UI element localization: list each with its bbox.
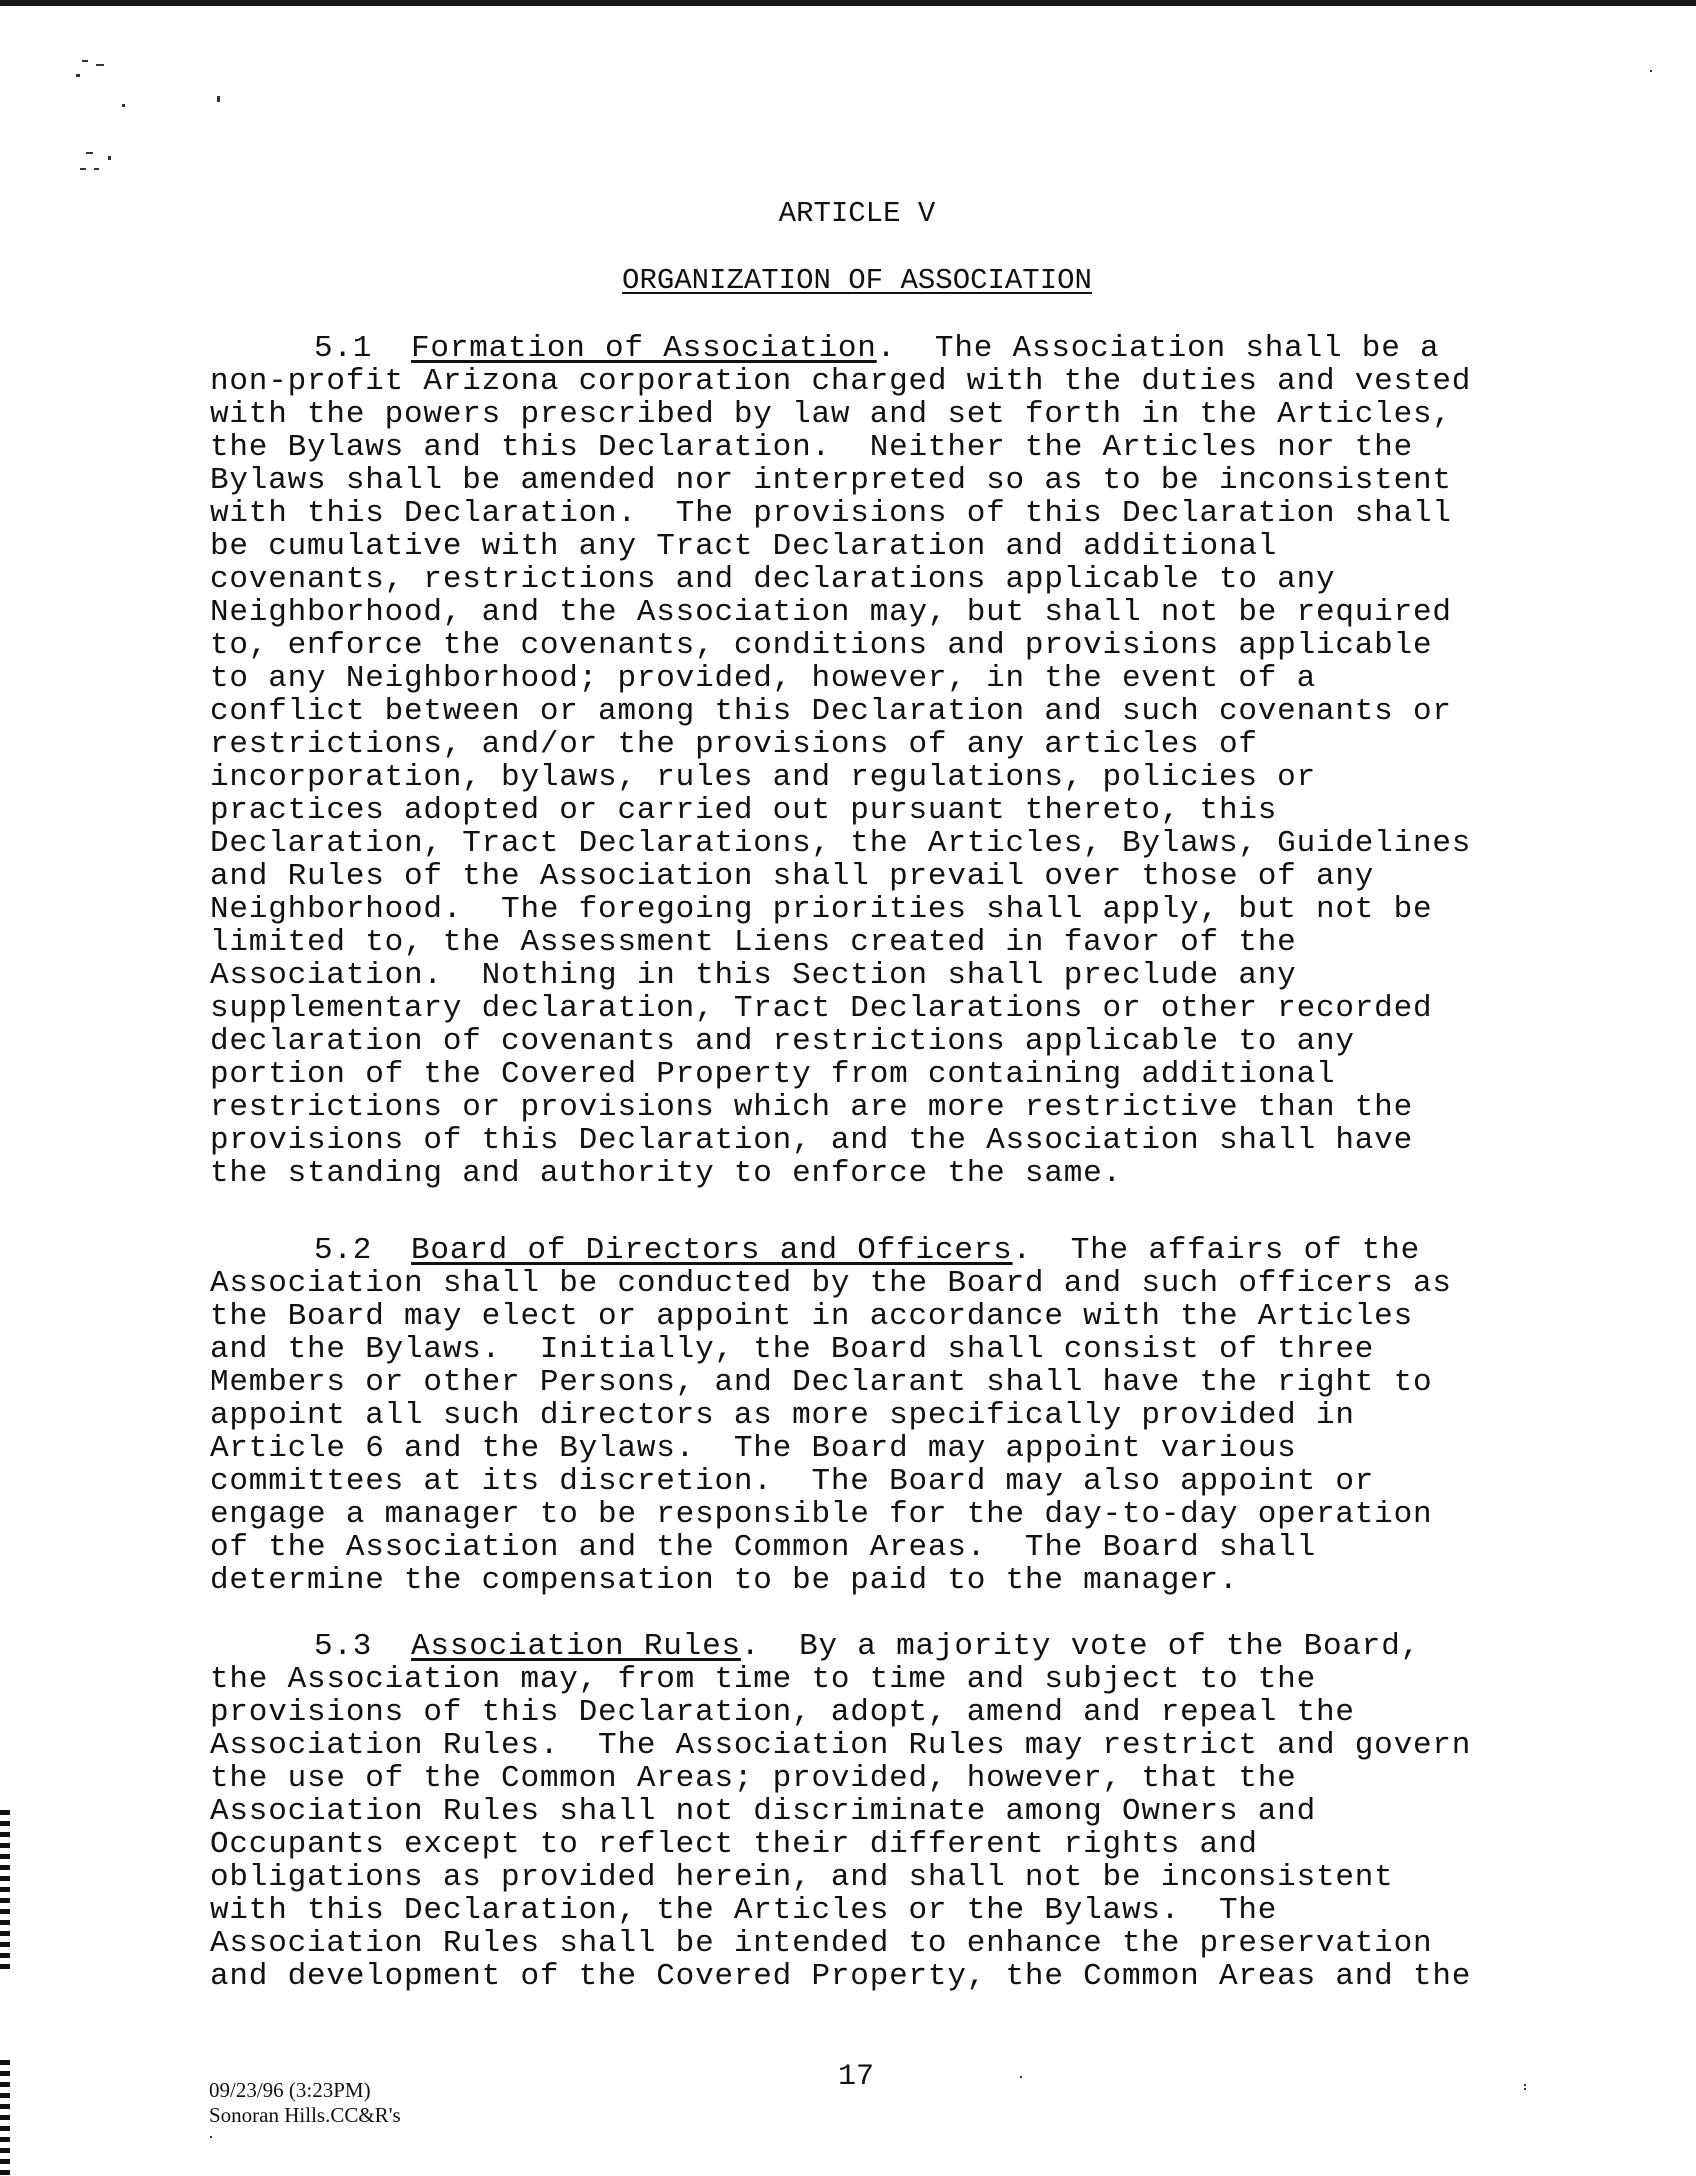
section-number: 5.3 (314, 1629, 373, 1664)
scan-speck (86, 152, 93, 154)
scan-speck (210, 2136, 212, 2138)
scan-binding-marks (0, 2060, 10, 2176)
scan-speck (96, 64, 104, 66)
scan-binding-marks (0, 1810, 10, 1970)
section-body-text: non-profit Arizona corporation charged with the duties and vested with the powers prescribed by law and set forth in the Articles, the Bylaws and this Declaration. Neither the Articles nor the Bylaws shall be amended nor interpreted so as to be inconsistent with this Declaration. The provisions of this Declaration shall be cumulative with any Tract Declaration and additional covenants, restrictions and declarations applicable to any Neighborhood, and the Association may, but shall not be required to, enforce the covenants, conditions and provisions applicable to any Neighborhood; provided, however, in the event of a conflict between or among this Declaration and such covenants or restrictions, and/or the provisions of any articles of incorporation, bylaws, rules and regulations, policies or practices adopted or carried out pursuant thereto, this Declaration, Tract Declarations, the Articles, Bylaws, Guidelines and Rules of the Association shall prevail over those of any Neighborhood. The foregoing priorities shall apply, but not be limited to, the Assessment Liens created in favor of the Association. Nothing in this Section shall preclude any supplementary declaration, Tract Declarations or other recorded declaration of covenants and restrictions applicable to any portion of the Covered Property from containing additional restrictions or provisions which are more restrictive than the provisions of this Declaration, and the Association shall have the standing and authority to enforce the same. (210, 364, 1472, 1191)
footer-metadata (209, 2078, 401, 2128)
scan-speck (108, 156, 111, 160)
section-number: 5.1 (314, 331, 373, 366)
section-title: Board of Directors and Officers (411, 1233, 1013, 1268)
section-lead-text: . The affairs of the (1012, 1233, 1420, 1268)
section-lead-text: . By a majority vote of the Board, (740, 1629, 1420, 1664)
article-title: ORGANIZATION OF ASSOCIATION (622, 264, 1092, 297)
scan-speck (1020, 2076, 1022, 2078)
scan-speck (122, 104, 125, 107)
scan-speck (82, 60, 88, 62)
page-number: 17 (838, 2060, 875, 2094)
scan-speck (217, 96, 220, 102)
section-title: Formation of Association (411, 331, 877, 366)
scan-speck (94, 168, 99, 170)
section-title: Association Rules (411, 1629, 741, 1664)
section-body-text: the Association may, from time to time and subject to the provisions of this Declaration, adopt, amend and repeal the Association Rules. The Association Rules may restrict and govern the use of the Common Areas; provided, however, that the Association Rules shall not discriminate among Owners and Occupants except to reflect their different rights and obligations as provided herein, and shall not be inconsistent with this Declaration, the Articles or the Bylaws. The Association Rules shall be intended to enhance the preservation and development of the Covered Property, the Common Areas and the (210, 1662, 1472, 1994)
section-5-1 (210, 332, 1610, 1190)
section-lead-text: . The Association shall be a (876, 331, 1440, 366)
scan-speck (1650, 70, 1652, 72)
scan-speck (76, 74, 80, 77)
section-5-3 (210, 1630, 1610, 1993)
footer-date: 09/23/96 (3:23PM) (209, 2078, 371, 2102)
scan-speck (1524, 2084, 1526, 2086)
scan-speck (1524, 2088, 1526, 2090)
section-5-2 (210, 1234, 1610, 1597)
section-body-text: Association shall be conducted by the Board and such officers as the Board may elect or appoint in accordance with the Articles and the Bylaws. Initially, the Board shall consist of three Members or other Persons, and Declarant shall have the right to appoint all such directors as more specifically provided in Article 6 and the Bylaws. The Board may appoint various committees at its discretion. The Board may also appoint or engage a manager to be responsible for the day-to-day operation of the Association and the Common Areas. The Board shall determine the compensation to be paid to the manager. (210, 1266, 1452, 1598)
article-heading: ARTICLE V (778, 197, 936, 230)
scan-speck (80, 168, 86, 170)
section-number: 5.2 (314, 1233, 373, 1268)
footer-filename: Sonoran Hills.CC&R's (209, 2103, 401, 2127)
scan-top-edge (0, 0, 1696, 6)
